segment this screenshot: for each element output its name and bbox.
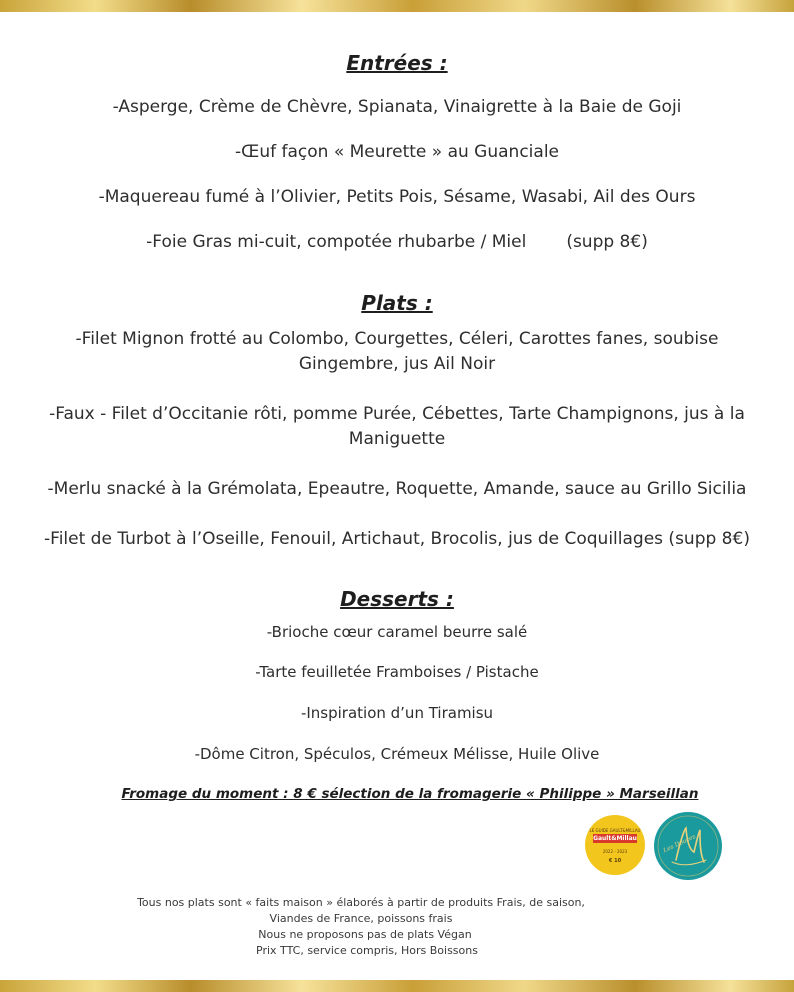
menu-item-entree-1: -Asperge, Crème de Chèvre, Spianata, Vinaigrette à la Baie de Goji [112,97,682,117]
footer-line-3: Nous ne proposons pas de plats Végan [258,928,472,941]
menu-item-plat-2: -Faux - Filet d’Occitanie rôti, pomme Purée, Cébettes, Tarte Champignons, jus à la Maniguette [49,404,745,449]
gault-millau-year: 2022 - 2023 [602,849,628,854]
menu-item-dessert-2: -Tarte feuilletée Framboises / Pistache [255,663,539,681]
gault-millau-brand: Gault&Millau [593,835,637,842]
restaurant-logo-icon [654,812,722,880]
section-title-desserts: Desserts : [340,587,454,611]
restaurant-logo-script: Les Douces [662,833,697,855]
menu-item-entree-2: -Œuf façon « Meurette » au Guanciale [235,142,559,162]
bottom-gold-border [0,980,794,992]
footer-line-4: Prix TTC, service compris, Hors Boissons [256,944,478,957]
cheese-of-the-moment: Fromage du moment : 8 € sélection de la fromagerie « Philippe » Marseillan [121,786,699,802]
gault-millau-score: € 10 [608,858,622,864]
menu-item-dessert-4: -Dôme Citron, Spéculos, Crémeux Mélisse, Huile Olive [194,745,600,763]
menu-item-plat-3: -Merlu snacké à la Grémolata, Epeautre, Roquette, Amande, sauce au Grillo Sicilia [47,479,747,499]
gault-millau-guide-label: LE GUIDE GAULT&MILLAU [589,828,641,833]
gault-millau-badge [585,815,645,875]
section-title-entrees: Entrées : [346,51,448,75]
footer-line-1: Tous nos plats sont « faits maison » élaborés à partir de produits Frais, de saison, [137,896,585,909]
menu-item-entree-4 [0,230,794,255]
footer-line-2: Viandes de France, poissons frais [269,912,453,925]
menu-item-entree-3: -Maquereau fumé à l’Olivier, Petits Pois, Sésame, Wasabi, Ail des Ours [98,187,696,207]
top-gold-border [0,0,794,12]
section-title-plats: Plats : [361,291,433,315]
menu-item-dessert-3: -Inspiration d’un Tiramisu [300,704,494,722]
menu-item-plat-1: -Filet Mignon frotté au Colombo, Courgettes, Céleri, Carottes fanes, soubise Gingembre, jus Ail Noir [75,329,719,374]
menu-item-dessert-1: -Brioche cœur caramel beurre salé [266,623,528,641]
menu-item-plat-4: -Filet de Turbot à l’Oseille, Fenouil, Artichaut, Brocolis, jus de Coquillages (supp 8€) [44,529,750,549]
restaurant-logo [654,812,722,880]
menu-item-entree-4-label: -Foie Gras mi-cuit, compotée rhubarbe / Miel [146,232,527,252]
supplement-price: (supp 8€) [566,232,648,252]
